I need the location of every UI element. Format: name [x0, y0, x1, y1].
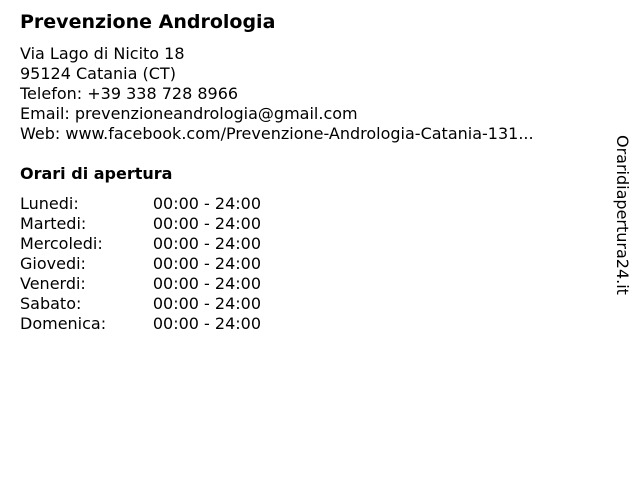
day-label: Martedi:	[20, 214, 87, 233]
email-address[interactable]: Email: prevenzioneandrologia@gmail.com	[20, 104, 358, 123]
contact-block	[20, 44, 534, 144]
day-hours: 00:00 - 24:00	[152, 294, 261, 313]
day-label: Domenica:	[20, 314, 107, 333]
day-hours: 00:00 - 24:00	[152, 194, 261, 213]
day-label: Sabato:	[20, 294, 82, 313]
day-hours: 00:00 - 24:00	[152, 234, 261, 253]
day-label: Mercoledi:	[20, 234, 103, 253]
business-name: Prevenzione Andrologia	[20, 11, 276, 33]
address-street: Via Lago di Nicito 18	[20, 44, 185, 63]
address-city: 95124 Catania (CT)	[20, 64, 176, 83]
day-hours: 00:00 - 24:00	[152, 254, 261, 273]
day-hours: 00:00 - 24:00	[152, 314, 261, 333]
day-hours: 00:00 - 24:00	[152, 274, 261, 293]
day-hours: 00:00 - 24:00	[152, 214, 261, 233]
day-label: Lunedi:	[20, 194, 79, 213]
day-label: Venerdi:	[20, 274, 86, 293]
opening-hours-heading: Orari di apertura	[20, 164, 173, 183]
day-label: Giovedi:	[20, 254, 86, 273]
site-watermark: Oraridiapertura24.it	[613, 135, 632, 295]
website-link[interactable]: Web: www.facebook.com/Prevenzione-Andrologia-Catania-131...	[20, 124, 534, 143]
phone-number[interactable]: Telefon: +39 338 728 8966	[20, 84, 239, 103]
